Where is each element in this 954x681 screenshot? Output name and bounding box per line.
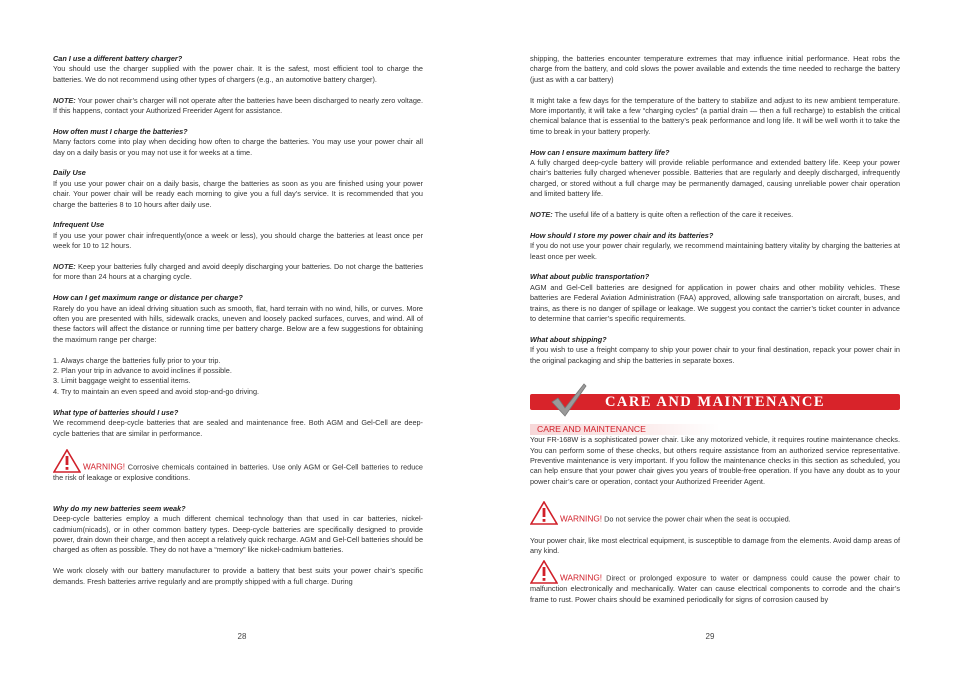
warning-label: WARNING! — [83, 461, 126, 472]
paragraph: If you use your power chair infrequently(once a week or less), you should charge the batteries at least once per week for 10 to 12 hours. — [53, 230, 423, 251]
question-heading: How often must I charge the batteries? — [53, 126, 188, 136]
paragraph: Deep-cycle batteries employ a much different chemical technology than that used in car batteries, nickel-cadmium(nicads), or in other common battery types. Deep-cycle batteries are specifically designed to provide power, drain down their charge, and then accept a relatively quick recharge. AGM and Gel-Cell batteries should be charged as often as possible. They do not have a “memory” like nickel-cadmium batteries. — [53, 514, 423, 555]
page-number: 29 — [705, 632, 715, 641]
section-heading — [530, 424, 900, 435]
list-item: 2. Plan your trip in advance to avoid inclines if possible. — [53, 366, 232, 376]
question-heading: What type of batteries should I use? — [53, 407, 179, 417]
left-column — [53, 54, 423, 587]
question-heading: Daily Use — [53, 168, 86, 178]
question-heading: What about shipping? — [530, 334, 607, 344]
warning-triangle-icon — [53, 449, 81, 473]
question-heading: Infrequent Use — [53, 220, 105, 230]
paragraph: We work closely with our battery manufacturer to provide a battery that best suits your power chair’s specific demands. Fresh batteries arrive regularly and are promptly shipped with a full charge. During — [53, 566, 423, 586]
paragraph: We recommend deep-cycle batteries that are sealed and maintenance free. Both AGM and Gel-Cell are deep-cycle batteries that are similar in performance. — [53, 418, 423, 438]
note-paragraph — [53, 262, 423, 283]
paragraph: Rarely do you have an ideal driving situation such as smooth, flat, hard terrain with no wind, hills, or curves. More often you are presented with hills, sidewalk cracks, uneven and loosely packed surfaces, curves, and wind. All of these factors will affect the distance or running time per battery charge. Below are a few suggestions for obtaining the maximum range per charge: — [53, 303, 423, 344]
warning-text: Corrosive chemicals contained in batteries. Use only AGM or Gel-Cell batteries to reduce the risk of leakage or explosive conditions. — [53, 462, 423, 483]
note-label: NOTE: — [53, 95, 76, 105]
note-paragraph — [53, 96, 423, 117]
paragraph: You should use the charger supplied with the power chair. It is the safest, most efficient tool to charge the batteries. We do not recommend using other types of chargers (e.g., an automotive battery charger). — [53, 64, 423, 84]
checkmark-icon — [548, 382, 588, 418]
note-paragraph — [530, 210, 900, 220]
banner-title: CARE AND MAINTENANCE — [604, 394, 826, 411]
page-right — [477, 0, 954, 681]
paragraph: Your FR-168W is a sophisticated power chair. Like any motorized vehicle, it requires routine maintenance checks. You can perform some of these checks, but others require assistance from an authorized service representative. Preventive maintenance is very important. If you follow the maintenance checks in this section as scheduled, you can help ensure that your power chair gives you years of trouble-free operation. If you have any doubt as to your power chair’s care or operation, contact your Authorized Freerider Agent. — [530, 435, 900, 486]
question-heading: How can I get maximum range or distance per charge? — [53, 293, 243, 303]
question-heading: How should I store my power chair and its batteries? — [530, 230, 714, 240]
warning-label: WARNING! — [560, 513, 603, 524]
warning-paragraph — [530, 501, 900, 525]
section-heading-text: CARE AND MAINTENANCE — [537, 424, 646, 435]
paragraph: If you wish to use a freight company to ship your power chair to your final destination, repack your power chair in the original packaging and ship the batteries in separate boxes. — [530, 345, 900, 365]
paragraph: It might take a few days for the temperature of the battery to stabilize and adjust to its new ambient temperature. More importantly, it will take a few “charging cycles” (a partial drain — then a full recharge) to establish the critical chemical balance that is essential to the battery’s peak performance and long life. It will be well worth it to take the time to break in your battery properly. — [530, 95, 900, 136]
warning-paragraph — [53, 449, 423, 483]
list-item: 1. Always charge the batteries fully prior to your trip. — [53, 355, 221, 365]
question-heading: Why do my new batteries seem weak? — [53, 503, 186, 513]
warning-paragraph — [530, 560, 900, 605]
right-column — [530, 54, 900, 605]
note-text: Your power chair’s charger will not operate after the batteries have been discharged to nearly zero voltage. If this happens, contact your Authorized Freerider Agent for assistance. — [53, 95, 423, 116]
list-item: 4. Try to maintain an even speed and avoid stop-and-go driving. — [53, 386, 260, 396]
warning-triangle-icon — [530, 560, 558, 584]
paragraph: AGM and Gel-Cell batteries are designed for application in power chairs and other mobility vehicles. These batteries are Federal Aviation Administration (FAA) approved, allowing safe transportation on aircraft, buses, and trains, as there is no danger of spillage or leakage. We suggest you contact the carrier’s ticket counter in advance to determine that carrier’s specific requirements. — [530, 282, 900, 324]
warning-triangle-icon — [530, 501, 558, 525]
question-heading: How can I ensure maximum battery life? — [530, 147, 670, 157]
paragraph: shipping, the batteries encounter temperature extremes that may influence initial performance. Heat robs the charge from the battery, and cold slows the power available and extends the time needed to recharge the battery (just as with a car battery) — [530, 54, 900, 84]
question-heading: Can I use a different battery charger? — [53, 54, 183, 63]
paragraph: Many factors come into play when deciding how often to charge the batteries. You may use your power chair all day on a daily basis or you may not use it for weeks at a time. — [53, 137, 423, 157]
list-item: 3. Limit baggage weight to essential items. — [53, 376, 191, 386]
note-text: The useful life of a battery is quite often a reflection of the care it receives. — [552, 210, 794, 220]
note-text: Keep your batteries fully charged and avoid deeply discharging your batteries. Do not charge the batteries for more than 24 hours at a charging cycle. — [53, 262, 423, 282]
note-label: NOTE: — [53, 262, 76, 272]
warning-text: Direct or prolonged exposure to water or dampness could cause the power chair to malfunction electronically and mechanically. Water can cause electrical components to corrode and the chair’s frame to rust. Power chairs should be examined periodically for signs of corrosion caused by — [530, 573, 900, 604]
paragraph: A fully charged deep-cycle battery will provide reliable performance and extended battery life. Keep your power chair’s batteries fully charged whenever possible. Batteries that are regularly and deeply discharged, infrequently charged, or stored without a full charge may be permanently damaged, causing unreliable power chair operation and limited battery life. — [530, 158, 900, 199]
paragraph: If you use your power chair on a daily basis, charge the batteries as soon as you are finished using your power chair. Your power chair will be ready each morning to give you a full day’s service. It is recommended that you charge the batteries 8 to 10 hours after daily use. — [53, 178, 423, 209]
paragraph: If you do not use your power chair regularly, we recommend maintaining battery vitality by charging the batteries at least once per week. — [530, 241, 900, 261]
paragraph: Your power chair, like most electrical equipment, is susceptible to damage from the elements. Avoid damp areas of any kind. — [530, 535, 900, 555]
section-banner — [530, 384, 900, 418]
page-number: 28 — [237, 632, 247, 641]
warning-text: Do not service the power chair when the seat is occupied. — [602, 514, 791, 524]
note-label: NOTE: — [530, 210, 553, 220]
question-heading: What about public transportation? — [530, 272, 650, 282]
warning-label: WARNING! — [560, 572, 603, 583]
